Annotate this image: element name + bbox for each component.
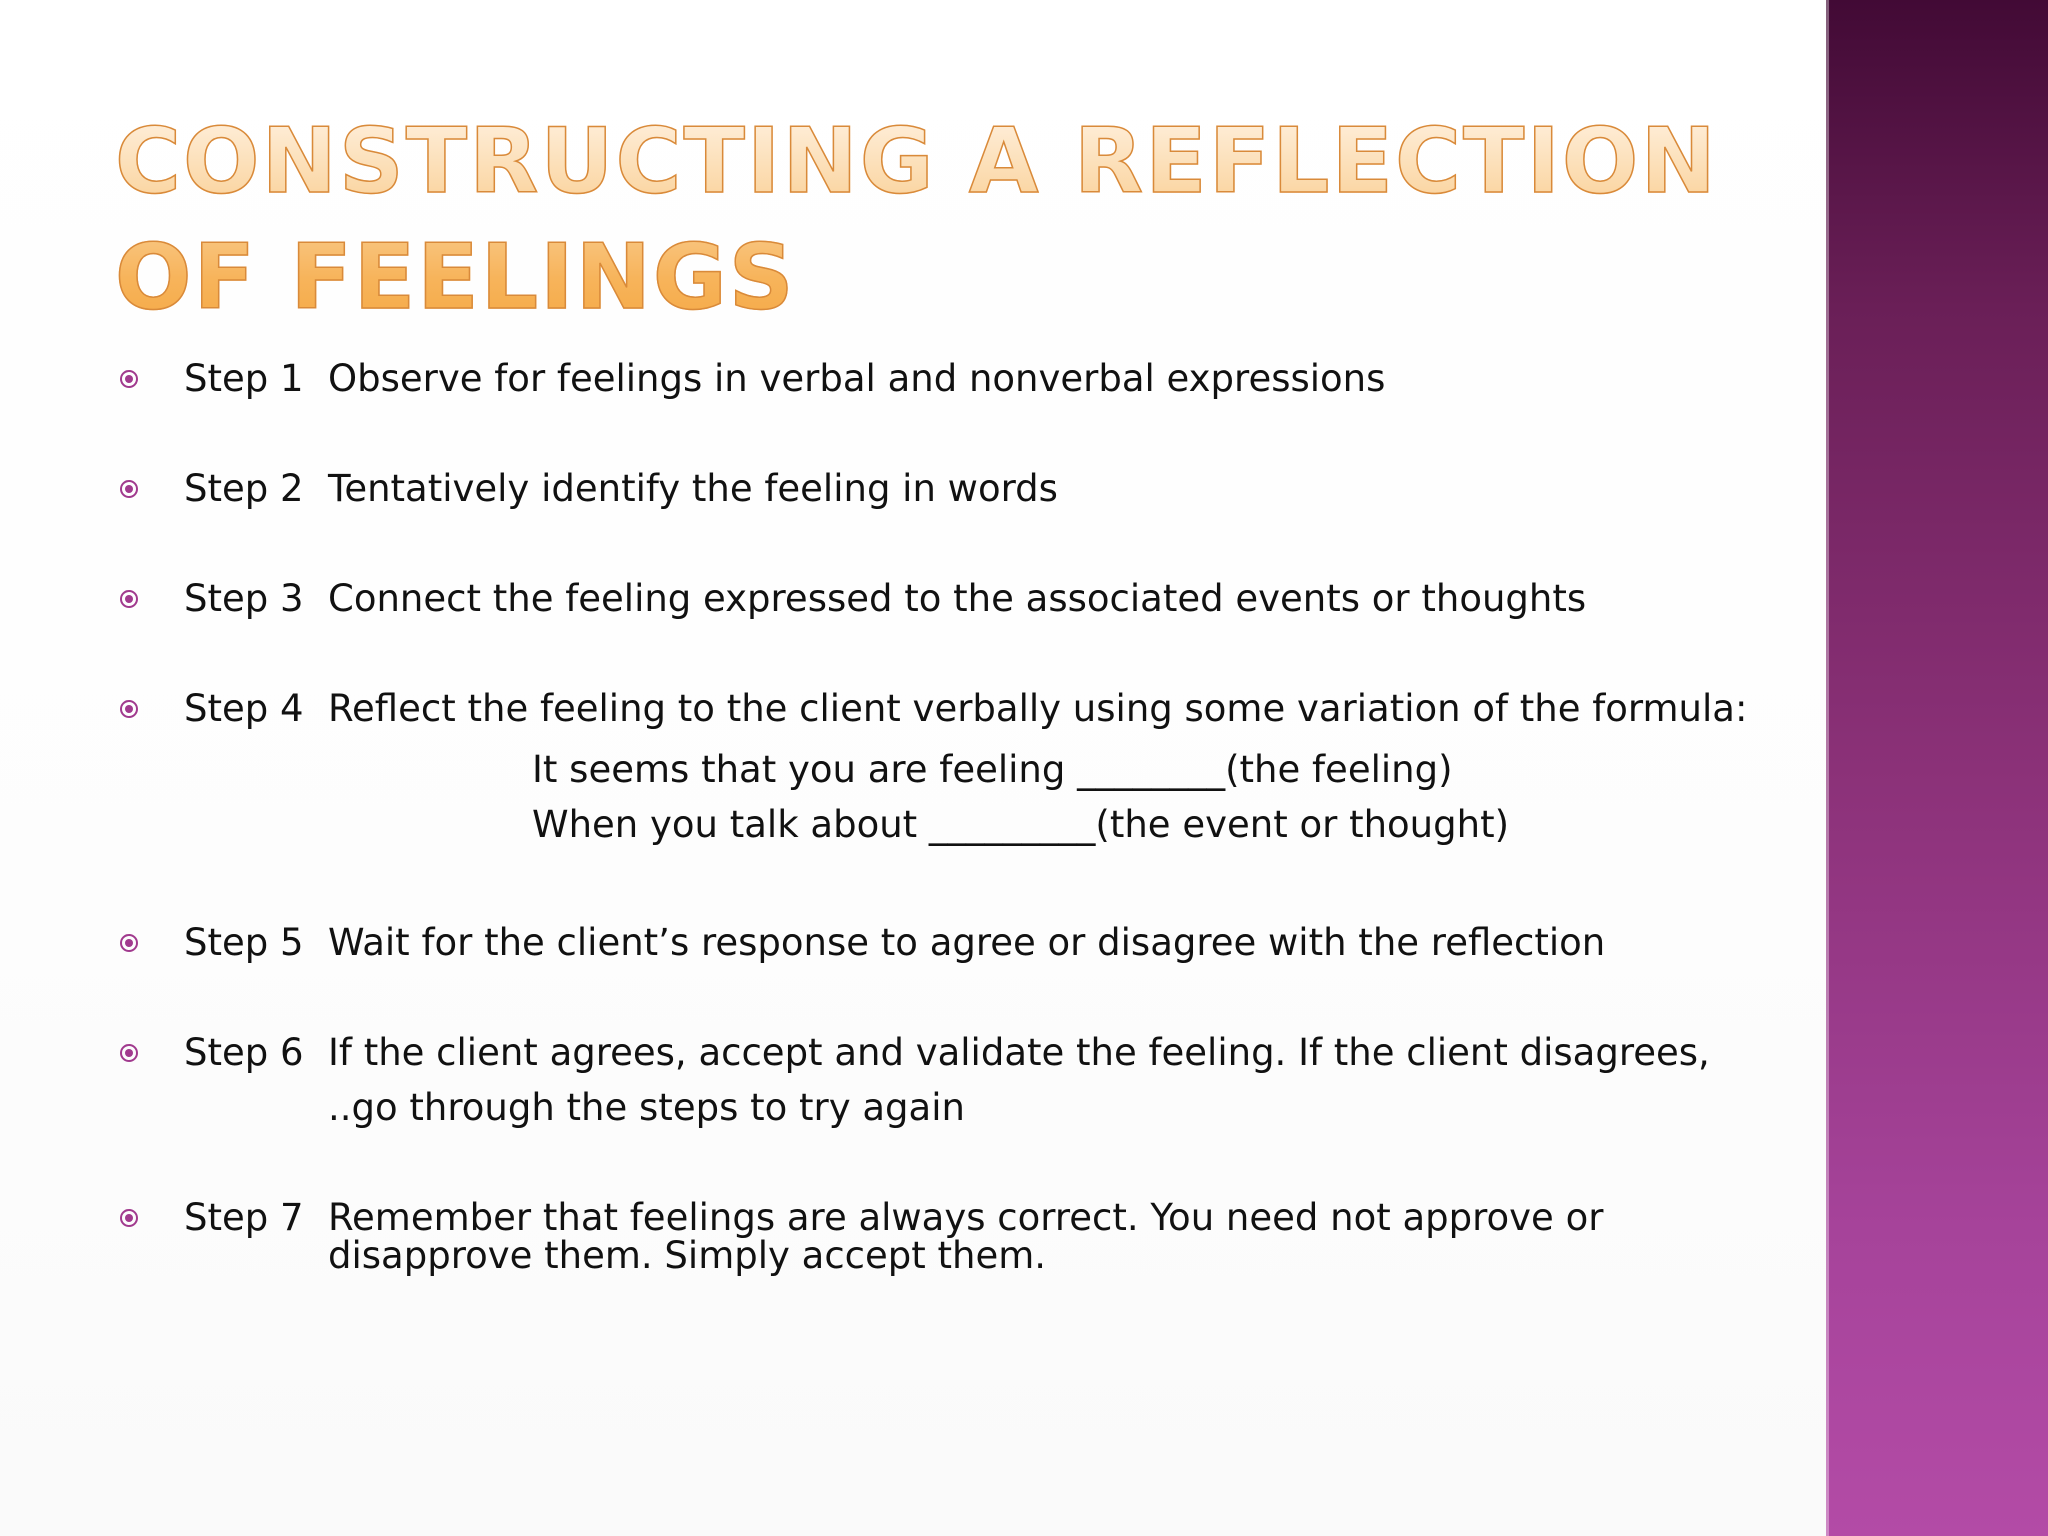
step-label: Step 4	[184, 687, 304, 730]
step-label: Step 2	[184, 467, 304, 510]
list-item-step-5	[120, 921, 1760, 964]
step-label: Step 6	[184, 1031, 304, 1074]
formula-line-event: When you talk about _________(the event or thought)	[532, 803, 1510, 846]
circled-dot-bullet-icon	[120, 1044, 138, 1062]
list-item-step-3	[120, 577, 1760, 620]
circled-dot-bullet-icon	[120, 700, 138, 718]
step-label: Step 7	[184, 1196, 304, 1239]
list-item-step-4	[120, 687, 1760, 852]
step-label: Step 3	[184, 577, 304, 620]
step-text: Connect the feeling expressed to the associated events or thoughts	[328, 577, 1587, 620]
step-label: Step 5	[184, 921, 304, 964]
list-item-step-1	[120, 357, 1760, 400]
steps-list	[120, 357, 1760, 1277]
circled-dot-bullet-icon	[120, 590, 138, 608]
circled-dot-bullet-icon	[120, 1209, 138, 1227]
list-item-step-6	[120, 1031, 1760, 1129]
step-text: Observe for feelings in verbal and nonverbal expressions	[328, 357, 1386, 400]
step-text: Tentatively identify the feeling in words	[328, 467, 1058, 510]
step-label: Step 1	[184, 357, 304, 400]
circled-dot-bullet-icon	[120, 370, 138, 388]
circled-dot-bullet-icon	[120, 934, 138, 952]
decorative-side-band	[1826, 0, 2048, 1536]
slide-title: CONSTRUCTING A REFLECTION OF FEELINGS	[115, 104, 1755, 336]
step-continuation-text: ..go through the steps to try again	[328, 1086, 965, 1129]
formula-line-feeling: It seems that you are feeling ________(the feeling)	[532, 748, 1453, 791]
list-item-step-7	[120, 1196, 1760, 1277]
step-text: If the client agrees, accept and validate the feeling. If the client disagrees,	[328, 1031, 1710, 1074]
list-item-step-2	[120, 467, 1760, 510]
step-text: Reflect the feeling to the client verbally using some variation of the formula:	[328, 687, 1748, 730]
step-text: Remember that feelings are always correct. You need not approve or disapprove them. Simply accept them.	[328, 1196, 1604, 1277]
step-text: Wait for the client’s response to agree or disagree with the reflection	[328, 921, 1606, 964]
circled-dot-bullet-icon	[120, 480, 138, 498]
